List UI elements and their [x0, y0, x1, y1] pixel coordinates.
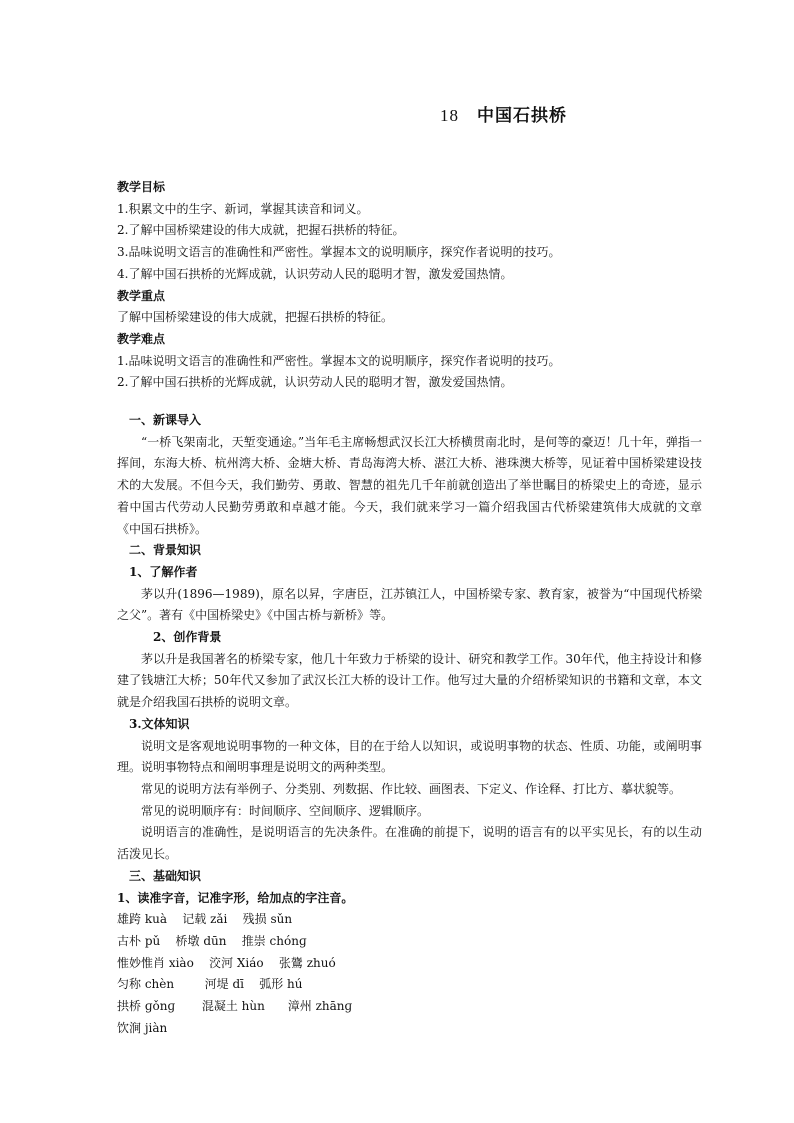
goal-item: 3.品味说明文语言的准确性和严密性。掌握本文的说明顺序，探究作者说明的技巧。 [117, 245, 561, 260]
intro-paragraph: “一桥飞架南北，天堑变通途。”当年毛主席畅想武汉长江大桥横贯南北时，是何等的豪迈！几十年，弹指一挥间，东海大桥、杭州湾大桥、金塘大桥、青岛海湾大桥、湛江大桥、港珠澳大桥等，见证着中国桥梁建设技术的大发展。不但今天，我们勤劳、勇敢、智慧的祖先几千年前就创造出了举世瞩目的桥梁史上的奇迹，显示着中国古代劳动人民勤劳勇敢和卓越才能。今天，我们就来学习一篇介绍我国古代桥梁建筑伟大成就的文章《中国石拱桥》。 [117, 434, 702, 536]
word-item: 弧形 hú [259, 977, 303, 992]
word-item: 古朴 pǔ [117, 933, 161, 948]
word-item: 漳州 zhānɡ [287, 999, 353, 1014]
difficulty-item: 2.了解中国石拱桥的光辉成就，认识劳动人民的聪明才智，激发爱国热情。 [117, 375, 513, 390]
lesson-number: 18 [440, 106, 459, 125]
basics-heading: 三、基础知识 [129, 868, 202, 883]
genre-paragraph: 常见的说明顺序有：时间顺序、空间顺序、逻辑顺序。 [141, 803, 430, 818]
background-heading: 二、背景知识 [129, 543, 202, 558]
difficulty-item: 1.品味说明文语言的准确性和严密性。掌握本文的说明顺序，探究作者说明的技巧。 [117, 353, 561, 368]
goal-item: 2.了解中国桥梁建设的伟大成就，把握石拱桥的特征。 [117, 223, 405, 238]
word-row [117, 996, 702, 1018]
word-row [117, 931, 702, 953]
page-title [440, 101, 567, 126]
word-item: 混凝土 hùn [201, 999, 265, 1014]
word-item: 雄跨 kuà [117, 912, 167, 927]
pronunciation-task: 1、读准字音，记准字形，给加点的字注音。 [117, 890, 354, 905]
word-item: 记载 zǎi [182, 912, 228, 927]
word-item: 饮涧 jiàn [117, 1020, 168, 1035]
genre-paragraph: 说明语言的准确性，是说明语言的先决条件。在准确的前提下，说明的语言有的以平实见长，有的以生动活泼见长。 [117, 825, 702, 862]
word-item: 张鷟 zhuó [278, 955, 336, 970]
creation-heading: 2、创作背景 [153, 630, 222, 645]
goals-heading: 教学目标 [117, 180, 166, 194]
author-heading: 1、了解作者 [129, 564, 198, 579]
word-item: 惟妙惟肖 xiào [117, 955, 194, 970]
difficulties-heading: 教学难点 [117, 331, 166, 346]
goal-item: 1.积累文中的生字、新词，掌握其读音和词义。 [117, 201, 369, 216]
word-item: 洨河 Xiáo [209, 955, 264, 970]
lesson-title: 中国石拱桥 [477, 106, 567, 126]
key-points-text: 了解中国桥梁建设的伟大成就，把握石拱桥的特征。 [117, 310, 394, 325]
word-item: 桥墩 dūn [175, 933, 227, 948]
word-row [117, 974, 702, 996]
word-row [117, 953, 702, 975]
lesson-content [117, 177, 702, 1039]
goal-item: 4.了解中国石拱桥的光辉成就，认识劳动人民的聪明才智，激发爱国热情。 [117, 266, 513, 281]
word-item: 推崇 chónɡ [241, 933, 307, 948]
key-points-heading: 教学重点 [117, 288, 166, 303]
word-item: 残损 sǔn [242, 912, 293, 927]
creation-paragraph: 茅以升是我国著名的桥梁专家，他几十年致力于桥梁的设计、研究和教学工作。30年代，他主持设计和修建了钱塘江大桥；50年代又参加了武汉长江大桥的设计工作。他写过大量的介绍桥梁知识的书籍和文章，本文就是介绍我国石拱桥的说明文章。 [117, 651, 702, 710]
author-paragraph: 茅以升(1896—1989)，原名以昇，字唐臣，江苏镇江人，中国桥梁专家、教育家，被誉为“中国现代桥梁之父”。著有《中国桥梁史》《中国古桥与新桥》等。 [117, 586, 702, 623]
word-item: 拱桥 ɡǒnɡ [117, 999, 176, 1014]
genre-heading: 3.文体知识 [129, 716, 190, 731]
word-item: 河堤 dī [204, 977, 244, 992]
intro-heading: 一、新课导入 [129, 413, 202, 428]
word-item: 匀称 chèn [117, 977, 175, 992]
genre-paragraph: 说明文是客观地说明事物的一种文体，目的在于给人以知识，或说明事物的状态、性质、功能，或阐明事理。说明事物特点和阐明事理是说明文的两种类型。 [117, 738, 702, 775]
word-row [117, 1018, 702, 1040]
genre-paragraph: 常见的说明方法有举例子、分类别、列数据、作比较、画图表、下定义、作诠释、打比方、摹状貌等。 [141, 781, 682, 796]
word-row [117, 909, 702, 931]
